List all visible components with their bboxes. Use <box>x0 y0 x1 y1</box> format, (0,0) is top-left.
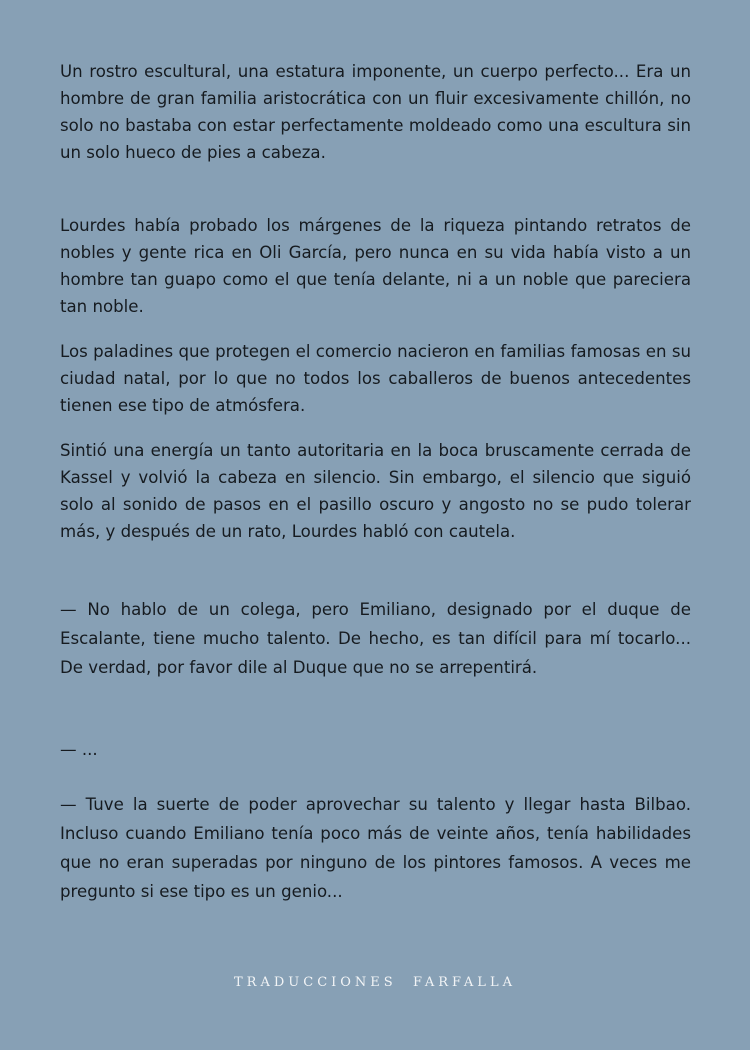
dialogue-3: — Tuve la suerte de poder aprovechar su talento y llegar hasta Bilbao. Incluso cuando Emiliano tenía poco más de veinte años, tenía habilidades que no eran superadas por ninguno de los pintores famosos. A veces me pregunto si ese tipo es un genio... <box>60 795 691 901</box>
paragraph-4: Sintió una energía un tanto autoritaria en la boca bruscamente cerrada de Kassel y volvió la cabeza en silencio. Sin embargo, el silencio que siguió solo al sonido de pasos en el pasillo oscuro y angosto no se pudo tolerar más, y después de un rato, Lourdes habló con cautela. <box>60 441 691 541</box>
paragraph-3: Los paladines que protegen el comercio nacieron en familias famosas en su ciudad natal, por lo que no todos los caballeros de buenos antecedentes tienen ese tipo de atmósfera. <box>60 342 691 415</box>
paragraph-1: Un rostro escultural, una estatura imponente, un cuerpo perfecto... Era un hombre de gran familia aristocrática con un fluir excesivamente chillón, no solo no bastaba con estar perfectamente moldeado como una escultura sin un solo hueco de pies a cabeza. <box>60 62 691 162</box>
footer-credit: TRADUCCIONES FARFALLA <box>234 975 516 990</box>
dialogue-1: — No hablo de un colega, pero Emiliano, designado por el duque de Escalante, tiene mucho talento. De hecho, es tan difícil para mí tocarlo... De verdad, por favor dile al Duque que no se arrepentirá. <box>60 600 691 677</box>
paragraph-2: Lourdes había probado los márgenes de la riqueza pintando retratos de nobles y gente rica en Oli García, pero nunca en su vida había visto a un hombre tan guapo como el que tenía delante, ni a un noble que pareciera tan noble. <box>60 216 691 316</box>
dialogue-2: — ... <box>60 740 98 759</box>
